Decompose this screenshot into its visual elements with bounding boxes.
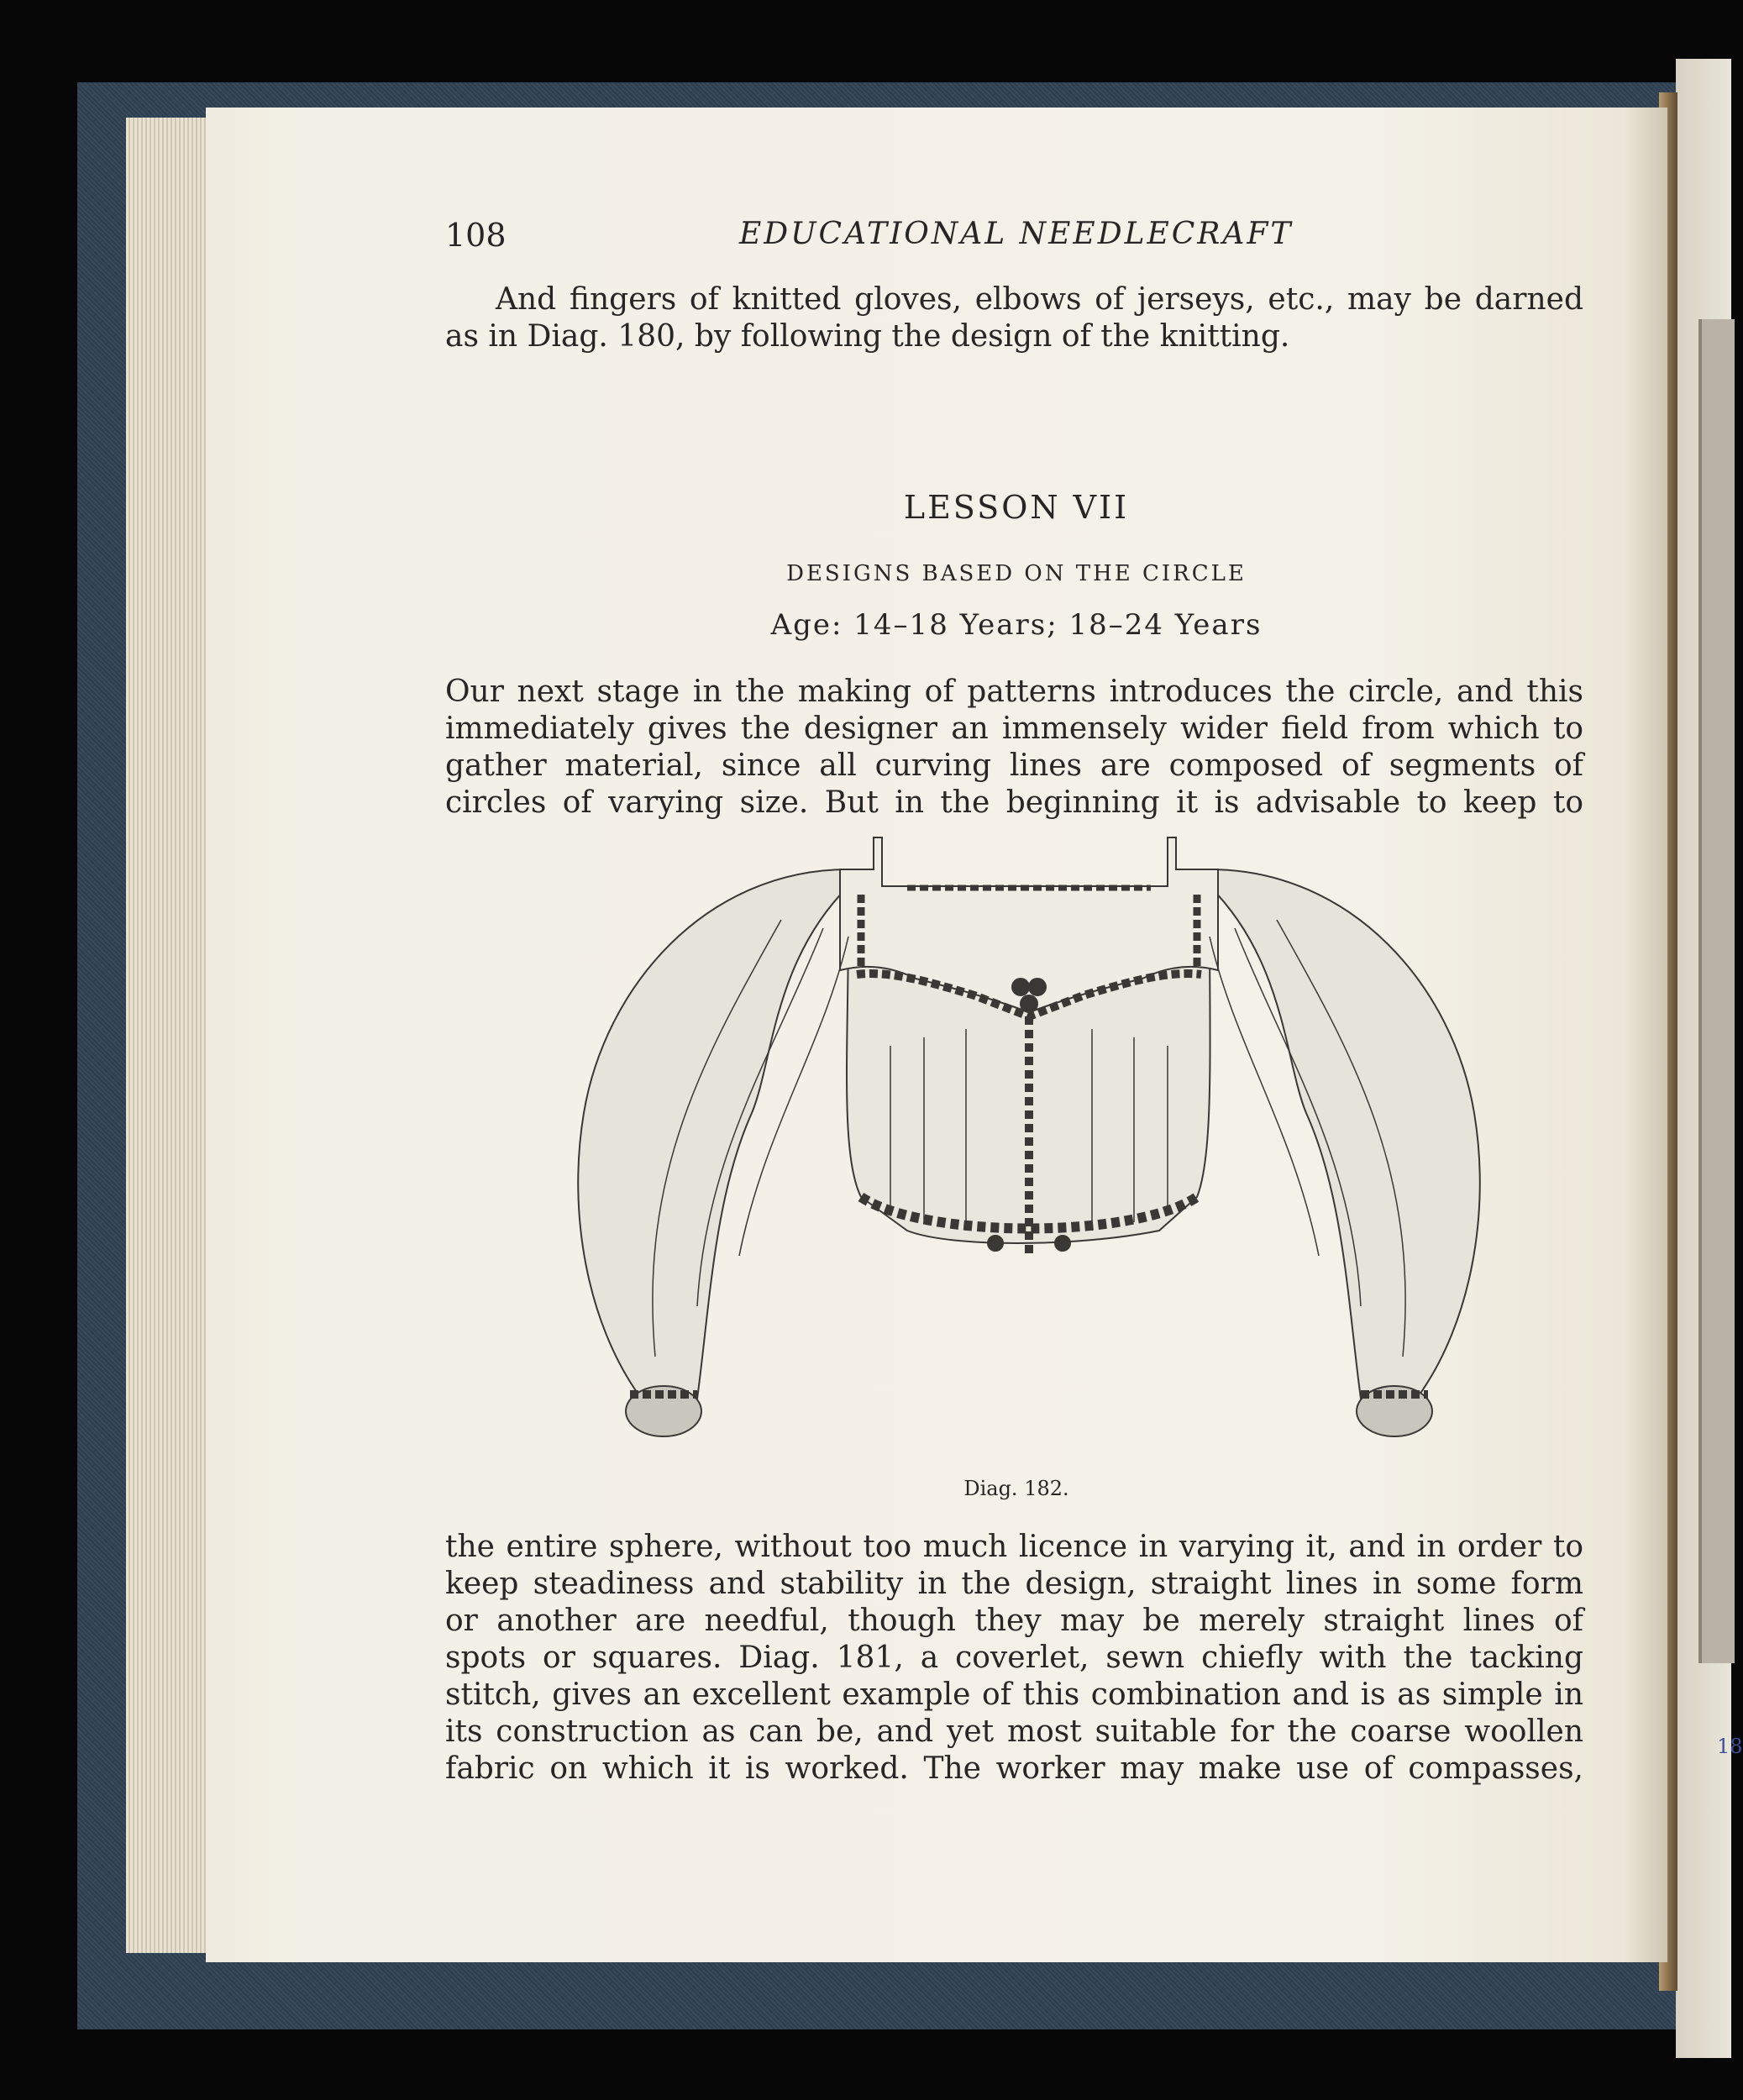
paragraph-darning bbox=[445, 281, 1583, 355]
running-title: EDUCATIONAL NEEDLECRAFT bbox=[739, 217, 1294, 251]
text-line: fabric on which it is worked. The worker may make use of compasses, bbox=[445, 1751, 1583, 1786]
text-line: stitch, gives an excellent example of this combination and is as simple in bbox=[445, 1677, 1583, 1712]
text-line: its construction as can be, and yet most suitable for the coarse woollen bbox=[445, 1714, 1583, 1749]
text-line: Our next stage in the making of patterns introduces the circle, and this bbox=[445, 675, 1583, 709]
age-range: Age: 14–18 Years; 18–24 Years bbox=[770, 608, 1263, 642]
blouse-illustration bbox=[571, 836, 1487, 1470]
page-edges bbox=[126, 118, 218, 1953]
text-line: spots or squares. Diag. 181, a coverlet, sewn chiefly with the tacking bbox=[445, 1641, 1583, 1675]
text-line: immediately gives the designer an immensely wider field from which to bbox=[445, 711, 1583, 746]
facing-page-number: 18 bbox=[1717, 1735, 1743, 1758]
text-line: as in Diag. 180, by following the design of the knitting. bbox=[445, 319, 1290, 354]
figure-caption: Diag. 182. bbox=[963, 1477, 1069, 1500]
running-head bbox=[445, 217, 1588, 259]
text-line: keep steadiness and stability in the design, straight lines in some form bbox=[445, 1567, 1583, 1601]
lesson-subheading: DESIGNS BASED ON THE CIRCLE bbox=[786, 561, 1247, 586]
page-number: 108 bbox=[445, 217, 507, 254]
facing-plate bbox=[1698, 319, 1735, 1663]
text-line: circles of varying size. But in the beginning it is advisable to keep to bbox=[445, 785, 1583, 820]
paragraph-sphere bbox=[445, 1529, 1583, 1788]
text-line: gather material, since all curving lines are composed of segments of bbox=[445, 748, 1583, 783]
text-line: the entire sphere, without too much licence in varying it, and in order to bbox=[445, 1530, 1583, 1564]
text-line: And fingers of knitted gloves, elbows of jerseys, etc., may be darned bbox=[496, 282, 1583, 317]
lesson-heading: LESSON VII bbox=[903, 489, 1130, 526]
paragraph-circle-intro bbox=[445, 674, 1583, 822]
text-line: or another are needful, though they may be merely straight lines of bbox=[445, 1604, 1583, 1638]
